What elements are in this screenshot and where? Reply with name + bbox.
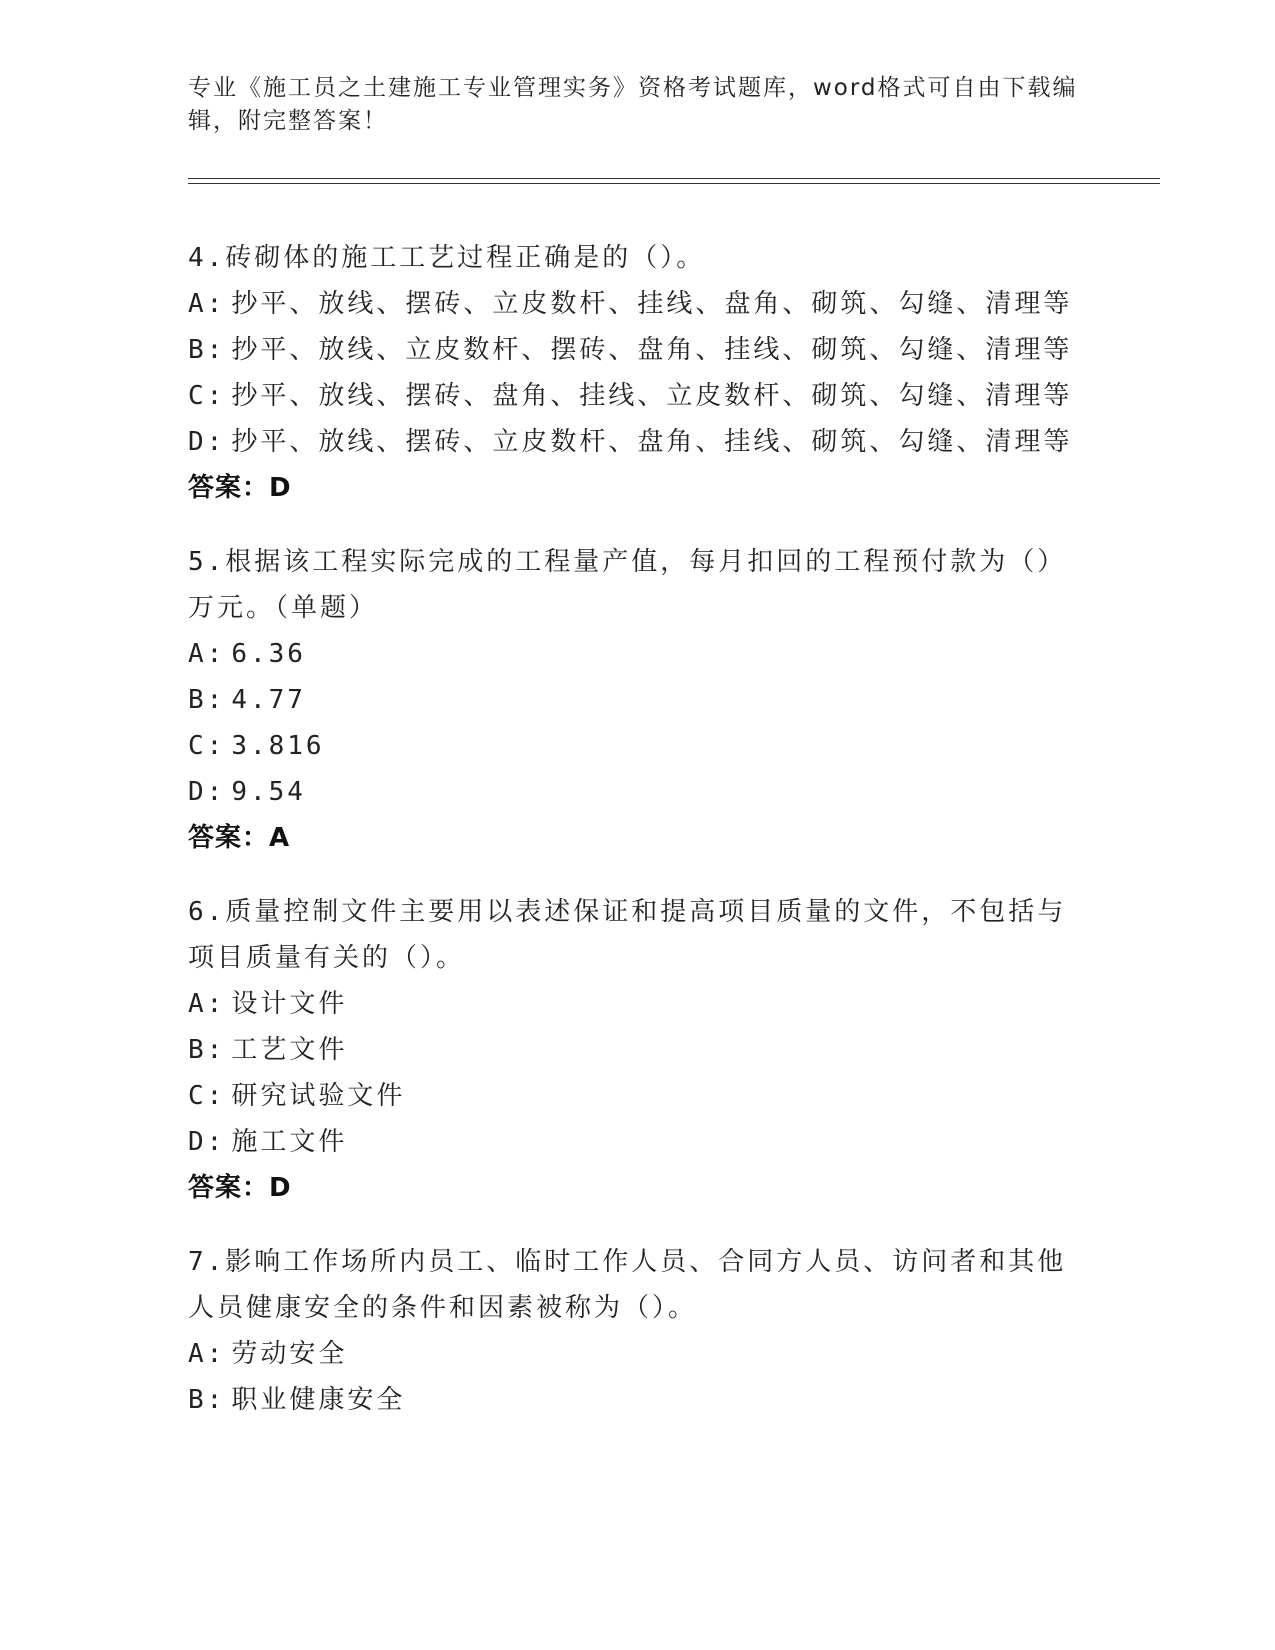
option-letter: C: bbox=[188, 381, 226, 411]
option-text: 抄平、放线、摆砖、盘角、挂线、立皮数杆、砌筑、勾缝、清理等 bbox=[231, 381, 1073, 411]
option-letter: B: bbox=[188, 1385, 226, 1415]
option-b bbox=[188, 327, 1088, 373]
option-text: 工艺文件 bbox=[231, 1035, 348, 1065]
question-item bbox=[188, 539, 1088, 861]
option-text: 9.54 bbox=[231, 777, 306, 807]
option-letter: A: bbox=[188, 989, 226, 1019]
option-text: 抄平、放线、摆砖、立皮数杆、盘角、挂线、砌筑、勾缝、清理等 bbox=[231, 427, 1073, 457]
option-a bbox=[188, 1331, 1088, 1377]
option-text: 抄平、放线、摆砖、立皮数杆、挂线、盘角、砌筑、勾缝、清理等 bbox=[231, 289, 1073, 319]
question-list bbox=[188, 235, 1088, 1451]
option-c bbox=[188, 373, 1088, 419]
question-stem: 7.影响工作场所内员工、临时工作人员、合同方人员、访问者和其他人员健康安全的条件和因素被称为（）。 bbox=[188, 1247, 1067, 1323]
option-text: 4.77 bbox=[231, 685, 306, 715]
question-stem: 4.砖砌体的施工工艺过程正确是的（）。 bbox=[188, 243, 706, 273]
option-d bbox=[188, 769, 1088, 815]
header-divider-bottom bbox=[188, 183, 1160, 184]
question-item bbox=[188, 1239, 1088, 1423]
option-letter: A: bbox=[188, 639, 226, 669]
option-b bbox=[188, 1377, 1088, 1423]
question-stem: 5.根据该工程实际完成的工程量产值，每月扣回的工程预付款为（）万元。（单题） bbox=[188, 547, 1067, 623]
option-c bbox=[188, 1073, 1088, 1119]
option-text: 6.36 bbox=[231, 639, 306, 669]
document-header bbox=[188, 72, 1078, 138]
option-b bbox=[188, 677, 1088, 723]
answer-line: 答案：D bbox=[188, 473, 292, 503]
option-letter: D: bbox=[188, 777, 226, 807]
option-letter: B: bbox=[188, 1035, 226, 1065]
option-d bbox=[188, 1119, 1088, 1165]
option-text: 设计文件 bbox=[231, 989, 348, 1019]
option-a bbox=[188, 281, 1088, 327]
option-letter: B: bbox=[188, 685, 226, 715]
option-letter: B: bbox=[188, 335, 226, 365]
option-a bbox=[188, 981, 1088, 1027]
answer-line: 答案：D bbox=[188, 1173, 292, 1203]
header-title-line-1: 专业《施工员之土建施工专业管理实务》资格考试题库，word格式可自由下载编 bbox=[188, 75, 1078, 101]
question-stem: 6.质量控制文件主要用以表述保证和提高项目质量的文件，不包括与项目质量有关的（）。 bbox=[188, 897, 1067, 973]
option-letter: A: bbox=[188, 1339, 226, 1369]
option-letter: C: bbox=[188, 1081, 226, 1111]
option-text: 3.816 bbox=[231, 731, 325, 761]
header-title-line-2: 辑，附完整答案！ bbox=[188, 108, 388, 134]
option-c bbox=[188, 723, 1088, 769]
option-text: 劳动安全 bbox=[231, 1339, 348, 1369]
question-item bbox=[188, 235, 1088, 511]
option-letter: A: bbox=[188, 289, 226, 319]
option-text: 施工文件 bbox=[231, 1127, 348, 1157]
header-divider-top bbox=[188, 178, 1160, 179]
option-b bbox=[188, 1027, 1088, 1073]
option-letter: D: bbox=[188, 1127, 226, 1157]
option-d bbox=[188, 419, 1088, 465]
option-text: 研究试验文件 bbox=[231, 1081, 406, 1111]
option-letter: D: bbox=[188, 427, 226, 457]
option-text: 职业健康安全 bbox=[231, 1385, 406, 1415]
option-text: 抄平、放线、立皮数杆、摆砖、盘角、挂线、砌筑、勾缝、清理等 bbox=[231, 335, 1073, 365]
answer-line: 答案：A bbox=[188, 823, 291, 853]
option-letter: C: bbox=[188, 731, 226, 761]
question-item bbox=[188, 889, 1088, 1211]
option-a bbox=[188, 631, 1088, 677]
